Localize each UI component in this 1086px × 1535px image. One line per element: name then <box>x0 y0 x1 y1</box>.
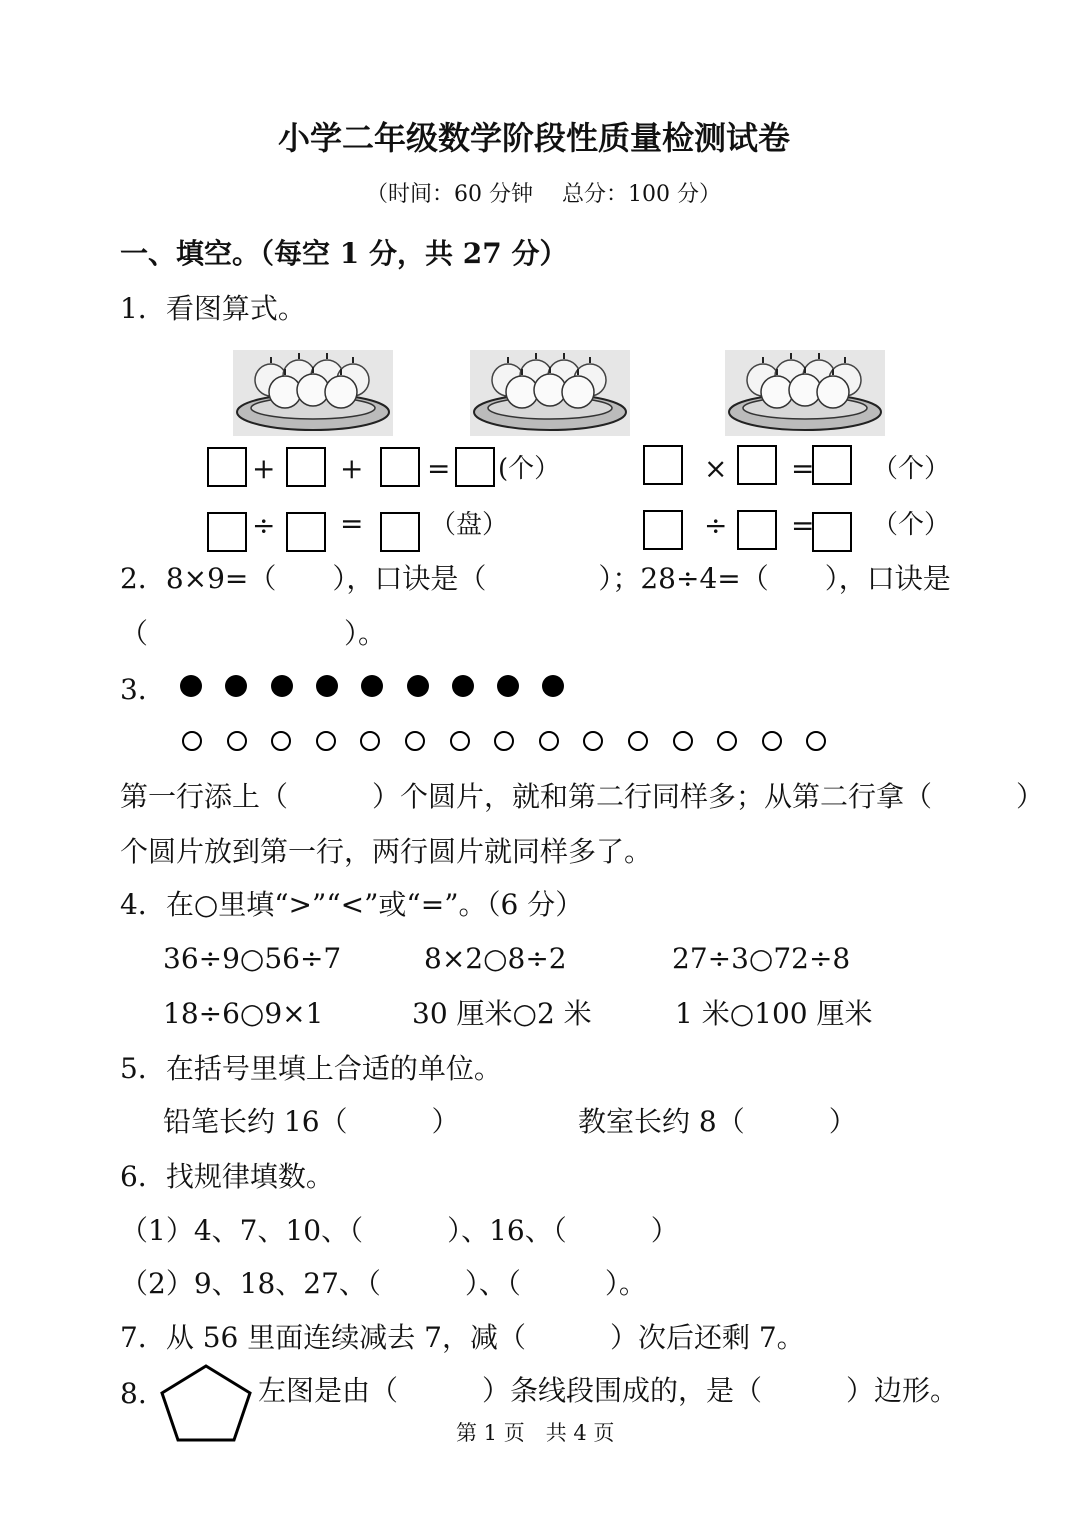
unit-label: （盘） <box>430 510 509 540</box>
black-circle-chip <box>542 675 564 697</box>
white-circle-chip <box>583 731 603 751</box>
question-7: 7．从 56 里面连续减去 7，减（ ）次后还剩 7。 <box>120 1321 805 1354</box>
equals-sign: = <box>340 507 364 540</box>
black-circle-chip <box>407 675 429 697</box>
plus-sign: + <box>340 452 364 485</box>
apple-plate-picture <box>233 350 393 436</box>
apple-plate-icon <box>470 350 630 436</box>
white-circle-chip <box>316 731 336 751</box>
black-circle-chip <box>497 675 519 697</box>
question-6-label: 6．找规律填数。 <box>120 1160 334 1193</box>
equals-sign: = <box>427 452 451 485</box>
answer-box[interactable] <box>737 510 777 550</box>
exam-info: （时间：60 分钟 总分：100 分） <box>366 182 721 207</box>
question-2-line-1: 2．8×9=（ ），口诀是（ ）；28÷4=（ ），口诀是 <box>120 562 951 595</box>
answer-box[interactable] <box>643 445 683 485</box>
white-circle-chip <box>182 731 202 751</box>
answer-box[interactable] <box>812 445 852 485</box>
answer-box[interactable] <box>380 447 420 487</box>
plus-sign: + <box>252 452 276 485</box>
apple-plate-icon <box>725 350 885 436</box>
question-3-line-1: 第一行添上（ ）个圆片，就和第二行同样多；从第二行拿（ ） <box>120 780 1045 813</box>
white-circle-chip <box>539 731 559 751</box>
equals-sign: = <box>791 452 815 485</box>
white-circle-chip <box>806 731 826 751</box>
section-heading: 一、填空。（每空 1 分，共 27 分） <box>120 237 568 270</box>
black-circle-chip <box>452 675 474 697</box>
answer-box[interactable] <box>286 512 326 552</box>
unit-label: （个） <box>872 454 951 484</box>
white-circle-chip <box>405 731 425 751</box>
black-circle-chip <box>316 675 338 697</box>
unit-label: (个） <box>498 454 561 484</box>
compare-item: 8×2○8÷2 <box>424 942 567 975</box>
white-circle-chip <box>628 731 648 751</box>
answer-box[interactable] <box>286 447 326 487</box>
unit-question-a: 铅笔长约 16（ ） <box>163 1105 460 1138</box>
question-3-label: 3． <box>120 673 166 706</box>
answer-box[interactable] <box>455 447 495 487</box>
answer-box[interactable] <box>812 512 852 552</box>
apple-plate-picture <box>470 350 630 436</box>
question-5-label: 5．在括号里填上合适的单位。 <box>120 1052 502 1085</box>
white-circle-chip <box>360 731 380 751</box>
black-circle-chip <box>225 675 247 697</box>
answer-box[interactable] <box>380 512 420 552</box>
divide-sign: ÷ <box>252 509 276 542</box>
question-8-label: 8. <box>120 1377 147 1410</box>
divide-sign: ÷ <box>704 509 728 542</box>
times-sign: × <box>704 452 728 485</box>
pentagon-icon <box>158 1363 254 1445</box>
compare-item: 36÷9○56÷7 <box>163 942 342 975</box>
apple-plate-picture <box>725 350 885 436</box>
compare-item: 1 米○100 厘米 <box>675 997 873 1030</box>
black-circle-chip <box>271 675 293 697</box>
unit-label: （个） <box>872 510 951 540</box>
white-circle-chip <box>450 731 470 751</box>
white-circle-chip <box>762 731 782 751</box>
question-1-label: 1．看图算式。 <box>120 292 306 325</box>
compare-item: 27÷3○72÷8 <box>672 942 851 975</box>
black-circle-chip <box>361 675 383 697</box>
apple-plate-icon <box>233 350 393 436</box>
black-circle-chip <box>180 675 202 697</box>
question-8-text: 左图是由（ ）条线段围成的，是（ ）边形。 <box>258 1374 959 1407</box>
answer-box[interactable] <box>207 447 247 487</box>
pattern-sequence-2: （2）9、18、27、（ ）、（ ）。 <box>120 1267 647 1300</box>
pattern-sequence-1: （1）4、7、10、（ ）、16、（ ） <box>120 1214 679 1247</box>
answer-box[interactable] <box>207 512 247 552</box>
page-title: 小学二年级数学阶段性质量检测试卷 <box>278 119 791 157</box>
white-circle-chip <box>673 731 693 751</box>
white-circle-chip <box>494 731 514 751</box>
equals-sign: = <box>791 509 815 542</box>
question-4-label: 4．在○里填“>”“<”或“=”。（6 分） <box>120 888 584 921</box>
answer-box[interactable] <box>737 445 777 485</box>
white-circle-chip <box>227 731 247 751</box>
unit-question-b: 教室长约 8（ ） <box>578 1105 857 1138</box>
answer-box[interactable] <box>643 510 683 550</box>
question-3-line-2: 个圆片放到第一行，两行圆片就同样多了。 <box>120 835 653 868</box>
white-circle-chip <box>717 731 737 751</box>
page-footer: 第 1 页 共 4 页 <box>456 1421 615 1445</box>
compare-item: 18÷6○9×1 <box>163 997 324 1030</box>
compare-item: 30 厘米○2 米 <box>412 997 592 1030</box>
white-circle-chip <box>271 731 291 751</box>
question-2-line-2: （ ）。 <box>120 617 387 650</box>
